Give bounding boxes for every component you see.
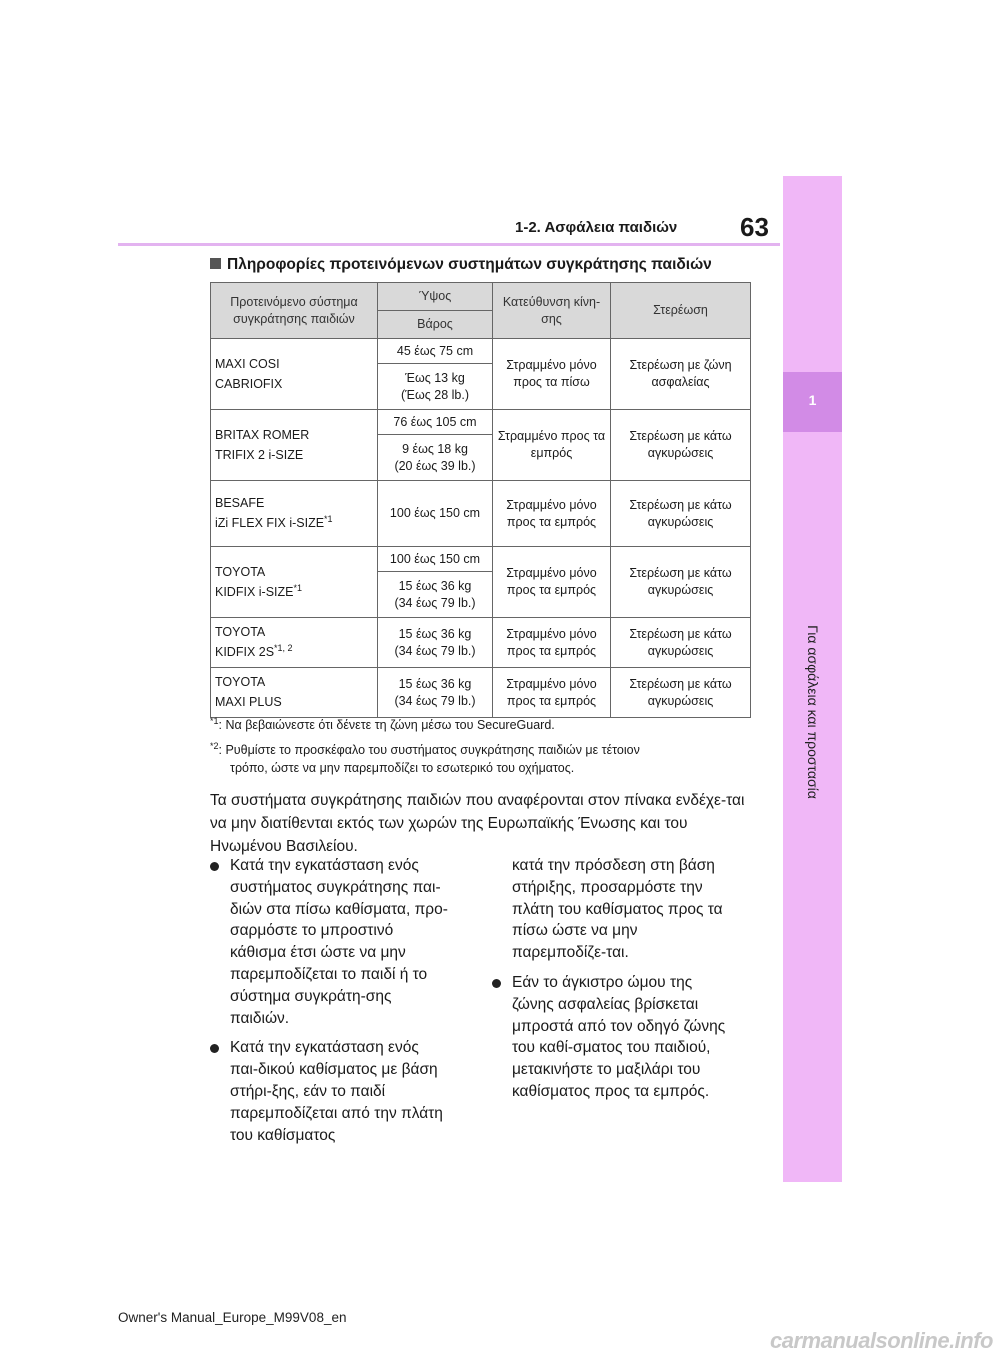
table-row xyxy=(211,618,751,668)
list-item-continuation: κατά την πρόσδεση στη βάση στήριξης, προσαρμόστε την πλάτη του καθίσματος προς τα πίσω ώστε να μην παρεμποδίζε-ται. xyxy=(512,857,723,962)
square-bullet-icon xyxy=(210,258,221,269)
footer-text: Owner's Manual_Europe_M99V08_en xyxy=(118,1310,347,1325)
fixing-cell: Στερέωση με κάτω αγκυρώσεις xyxy=(611,668,751,718)
seat-name-cell: BRITAX ROMER TRIFIX 2 i-SIZE xyxy=(211,410,378,481)
child-restraint-table xyxy=(210,282,751,718)
table-row xyxy=(211,668,751,718)
direction-cell: Στραμμένο προς τα εμπρός xyxy=(493,410,611,481)
direction-cell: Στραμμένο μόνο προς τα εμπρός xyxy=(493,547,611,618)
table-row xyxy=(211,481,751,547)
bullet-dot-icon xyxy=(210,862,219,871)
seat-name-cell: MAXI COSI CABRIOFIX xyxy=(211,339,378,410)
direction-cell: Στραμμένο μόνο προς τα εμπρός xyxy=(493,618,611,668)
weight-cell: 15 έως 36 kg (34 έως 79 lb.) xyxy=(378,668,493,718)
footnote-2: $^{*2}$: Ρυθμίστε το προσκέφαλο του συστήματος συγκράτησης παιδιών με τέτοιον τρόπο, ώστε να μην παρεμποδίζει το εσωτερικό του οχήματος. xyxy=(210,740,640,775)
direction-cell: Στραμμένο μόνο προς τα εμπρός xyxy=(493,481,611,547)
page-number: 63 xyxy=(740,212,769,242)
fixing-cell: Στερέωση με κάτω αγκυρώσεις xyxy=(611,618,751,668)
seat-name-cell: TOYOTA MAXI PLUS xyxy=(211,668,378,718)
availability-paragraph: Τα συστήματα συγκράτησης παιδιών που αναφέρονται στον πίνακα ενδέχε-ται να μην διατίθενται εκτός των χωρών της Ευρωπαϊκής Ένωσης και του Ηνωμένου Βασιλείου. xyxy=(210,792,745,855)
section-title: 1-2. Ασφάλεια παιδιών xyxy=(515,219,678,236)
table-row xyxy=(211,410,751,435)
bullet-column-left xyxy=(210,855,450,1154)
seat-name-cell: TOYOTA KIDFIX i-SIZE$^{*1}$ xyxy=(211,547,378,618)
fixing-cell: Στερέωση με κάτω αγκυρώσεις xyxy=(611,547,751,618)
list-item: Εάν το άγκιστρο ώμου της ζώνης ασφαλείας βρίσκεται μπροστά από τον οδηγό ζώνης του καθί-σματος του παιδιού, μετακινήστε το μαξιλάρι του καθίσματος προς τα εμπρός. xyxy=(492,972,732,1103)
weight-cell: 15 έως 36 kg (34 έως 79 lb.) xyxy=(378,618,493,668)
fixing-cell: Στερέωση με ζώνη ασφαλείας xyxy=(611,339,751,410)
side-tab-chapter-number: 1 xyxy=(808,392,817,408)
side-tab-chapter-label: Για ασφάλεια και προστασία xyxy=(805,625,821,799)
direction-cell: Στραμμένο μόνο προς τα εμπρός xyxy=(493,668,611,718)
list-item: Κατά την εγκατάσταση ενός παι-δικού καθίσματος με βάση στήρι-ξης, εάν το παιδί παρεμποδίζεται από την πλάτη του καθίσματος xyxy=(210,1037,450,1146)
weight-cell: Έως 13 kg (Έως 28 lb.) xyxy=(378,364,493,410)
weight-cell: 9 έως 18 kg (20 έως 39 lb.) xyxy=(378,435,493,481)
height-cell: 100 έως 150 cm xyxy=(378,547,493,572)
section-heading-text: Πληροφορίες προτεινόμενων συστημάτων συγκράτησης παιδιών xyxy=(227,256,712,273)
weight-cell: 15 έως 36 kg (34 έως 79 lb.) xyxy=(378,572,493,618)
direction-cell: Στραμμένο μόνο προς τα πίσω xyxy=(493,339,611,410)
bullet-dot-icon xyxy=(210,1044,219,1053)
watermark: carmanualsonline.info xyxy=(770,1328,993,1353)
table-row xyxy=(211,339,751,364)
header-weight: Βάρος xyxy=(378,311,493,339)
height-cell: 100 έως 150 cm xyxy=(378,481,493,547)
height-cell: 45 έως 75 cm xyxy=(378,339,493,364)
seat-name-cell: BESAFE iZi FLEX FIX i-SIZE$^{*1}$ xyxy=(211,481,378,547)
section-heading xyxy=(210,256,712,274)
header-direction: Κατεύθυνση κίνη-σης xyxy=(493,283,611,339)
fixing-cell: Στερέωση με κάτω αγκυρώσεις xyxy=(611,481,751,547)
footnote-1: $^{*1}$: Να βεβαιώνεστε ότι δένετε τη ζώνη μέσω του SecureGuard. xyxy=(210,715,555,732)
list-item: Κατά την εγκατάσταση ενός συστήματος συγκράτησης παι-διών στα πίσω καθίσματα, προ-σαρμόστε το μπροστινό κάθισμα έτσι ώστε να μην παρεμποδίζεται το παιδί ή το σύστημα συγκράτη-σης παιδιών. xyxy=(210,855,450,1029)
table-row xyxy=(211,547,751,572)
header-height: Ύψος xyxy=(378,283,493,311)
bullet-column-right xyxy=(492,855,732,1111)
header-fixing: Στερέωση xyxy=(611,283,751,339)
fixing-cell: Στερέωση με κάτω αγκυρώσεις xyxy=(611,410,751,481)
seat-name-cell: TOYOTA KIDFIX $2S^{*1, 2}$ xyxy=(211,618,378,668)
header-system: Προτεινόμενο σύστημα συγκράτησης παιδιών xyxy=(211,283,378,339)
height-cell: 76 έως 105 cm xyxy=(378,410,493,435)
header-divider xyxy=(118,243,780,246)
bullet-dot-icon xyxy=(492,979,501,988)
